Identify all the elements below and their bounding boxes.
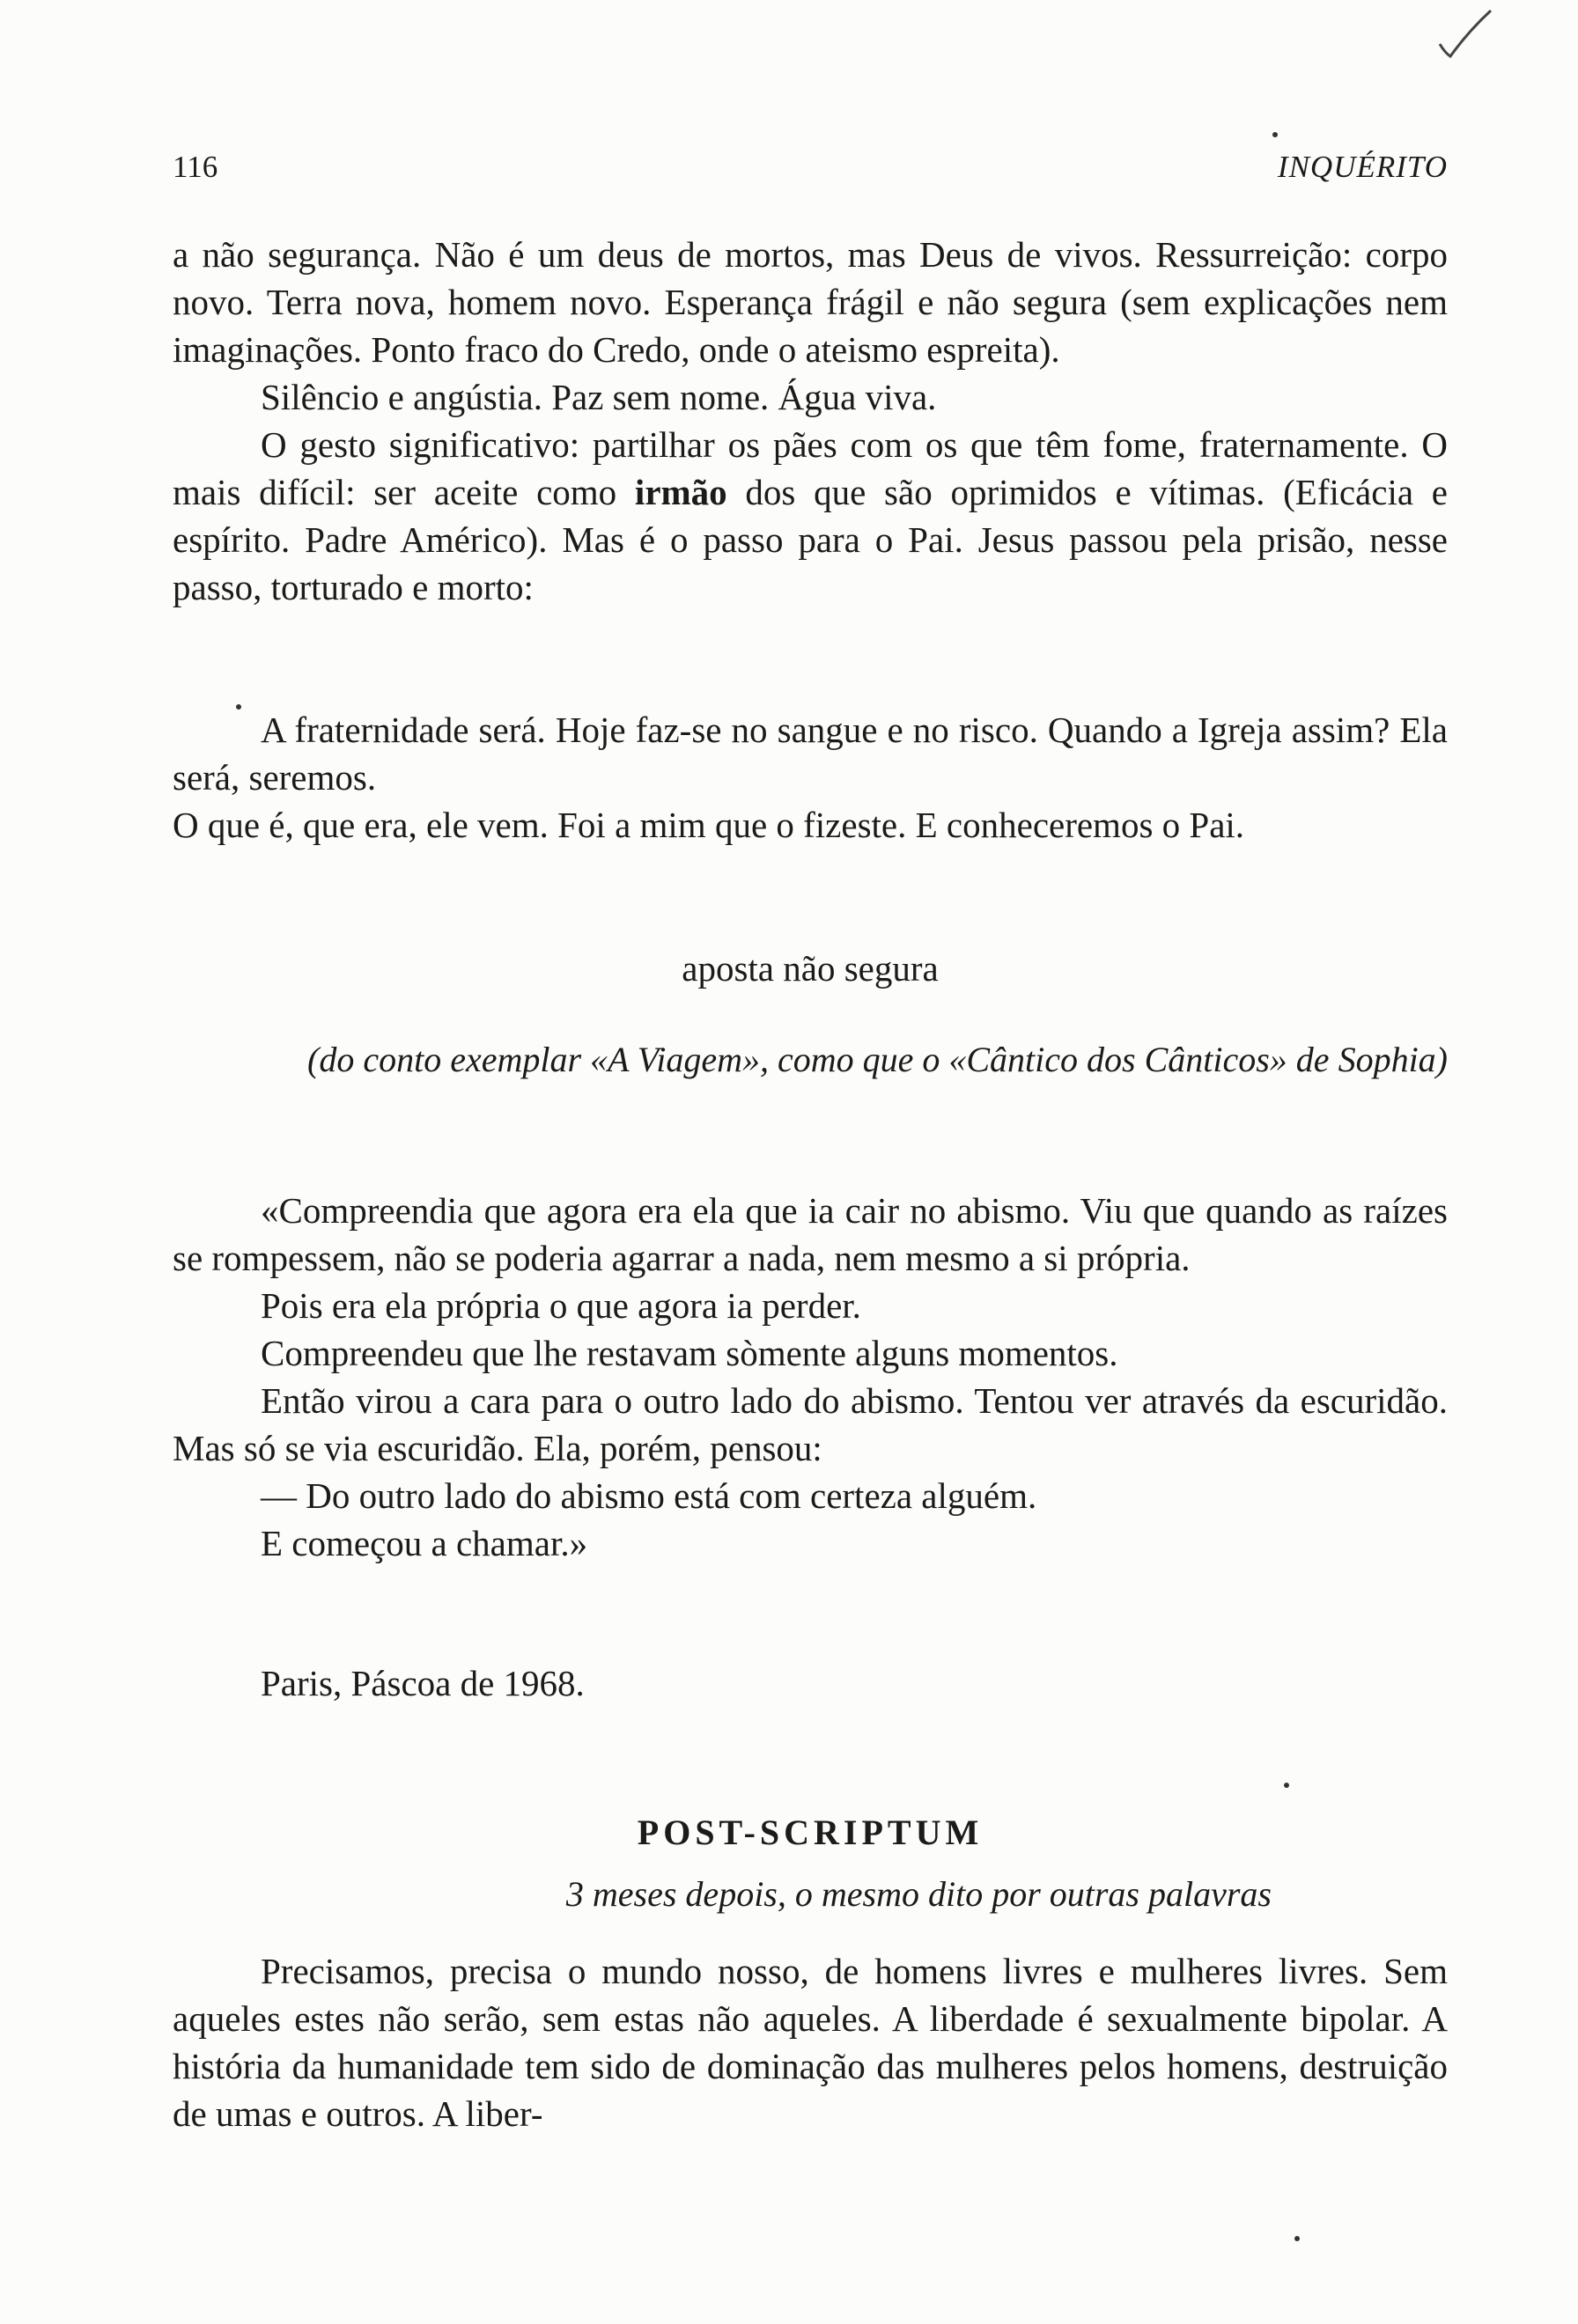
paragraph [173, 421, 1448, 611]
quote-paragraph: Então virou a cara para o outro lado do abismo. Tentou ver através da escuridão. Mas só se via escuridão. Ela, porém, pensou: [173, 1380, 1448, 1468]
bold-word: irmão [634, 472, 727, 512]
paragraph: Precisamos, precisa o mundo nosso, de homens livres e mulheres livres. Sem aqueles estes não serão, sem estas não aqueles. A liberdade é sexualmente bipolar. A história da humanidade tem sido de dominação das mulheres pelos homens, destruição de umas e outros. A liber- [173, 1951, 1448, 2134]
quote-paragraph: — Do outro lado do abismo está com certeza alguém. [261, 1475, 1037, 1516]
body-text-mid [173, 706, 1448, 849]
postscript-text [173, 1947, 1448, 2137]
postscript-subtitle: 3 meses depois, o mesmo dito por outras palavras [565, 1874, 1272, 1914]
paragraph-part: dos que são oprimidos e vítimas. (Eficácia e espírito. Padre Américo). Mas é o passo para o Pai. Jesus passou pela prisão, nesse passo, torturado e morto: [173, 472, 1448, 607]
ink-speck [1284, 1783, 1289, 1788]
ink-speck [236, 704, 241, 710]
running-title: INQUÉRITO [1277, 150, 1448, 184]
postscript-title: POST-SCRIPTUM [637, 1813, 984, 1852]
running-head [173, 150, 1448, 194]
body-text-top [173, 231, 1448, 611]
quote-paragraph: E começou a chamar.» [261, 1523, 588, 1563]
paragraph: O que é, que era, ele vem. Foi a mim que o fizeste. E conheceremos o Pai. [173, 805, 1245, 845]
paragraph-part: O gesto significativo: partilhar os pães com os que têm fome, fraternamente. O mais difícil: ser aceite como [173, 424, 1448, 512]
quote-paragraph: Compreendeu que lhe restavam sòmente alguns momentos. [261, 1333, 1118, 1373]
quote-block [173, 1187, 1448, 1567]
paragraph: a não segurança. Não é um deus de mortos, mas Deus de vivos. Ressurreição: corpo novo. Terra nova, homem novo. Esperança frágil e não segura (sem explicações nem imaginações. Ponto fraco do Credo, onde o ateismo espreita). [173, 234, 1448, 370]
page-number: 116 [173, 150, 218, 184]
dateline: Paris, Páscoa de 1968. [261, 1663, 585, 1703]
ink-speck [1272, 132, 1278, 137]
check-mark-icon [1433, 9, 1494, 62]
paragraph: A fraternidade será. Hoje faz-se no sangue e no risco. Quando a Igreja assim? Ela será, seremos. [173, 710, 1448, 798]
source-line: (do conto exemplar «A Viagem», como que o «Cântico dos Cânticos» de Sophia) [307, 1040, 1448, 1079]
paragraph: Silêncio e angústia. Paz sem nome. Água viva. [261, 377, 937, 417]
ink-speck [1294, 2236, 1300, 2241]
quote-paragraph: Pois era ela própria o que agora ia perder. [261, 1285, 861, 1326]
section-heading: aposta não segura [682, 948, 939, 989]
quote-paragraph: «Compreendia que agora era ela que ia cair no abismo. Viu que quando as raízes se rompessem, não se poderia agarrar a nada, nem mesmo a si própria. [173, 1190, 1448, 1278]
